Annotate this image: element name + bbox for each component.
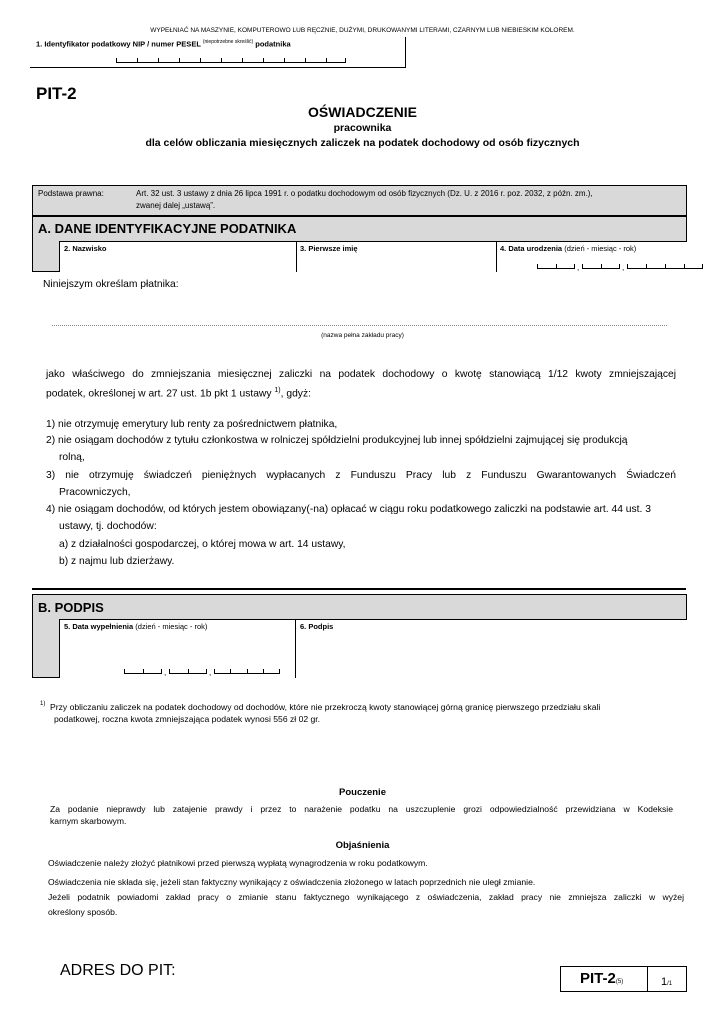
- section-a: [32, 216, 687, 272]
- identifier-label: 1. Identyfikator podatkowy NIP / numer PESEL $^{(niepotrzebne skreślić)}$ podatnika: [36, 39, 291, 49]
- address-label: ADRES DO PIT:: [60, 962, 176, 979]
- objasnienia-p2: Oświadczenia nie składa się, jeżeli stan faktyczny wynikający z oświadczenia złożonego w latach poprzednich nie uległ zmianie.: [48, 877, 536, 887]
- condition-3-line-1: 3) nie otrzymuję świadczeń pieniężnych wypłacanych z Funduszu Pracy lub z Funduszu Gwarantowanych Świadczeń: [46, 470, 676, 481]
- identifier-input[interactable]: [116, 57, 346, 63]
- condition-2-line-2: rolną,: [59, 452, 85, 463]
- condition-3-line-2: Pracowniczych,: [59, 487, 131, 498]
- section-a-title: A. DANE IDENTYFIKACYJNE PODATNIKA: [38, 221, 297, 236]
- employer-name-input[interactable]: [52, 325, 667, 326]
- signature-label: 6. Podpis: [300, 622, 334, 631]
- identifier-box: [30, 37, 406, 68]
- footnote-line-1: Przy obliczaniu zaliczek na podatek dochodowy od dochodów, które nie przekroczą kwoty stanowiącej górną granicę pierwszego przedziału skali: [50, 702, 601, 712]
- birth-date-label: 4. Data urodzenia (dzień - miesiąc - rok): [500, 244, 637, 253]
- first-name-field[interactable]: [297, 242, 497, 272]
- pouczenie-line-1: Za podanie nieprawdy lub zatajenie prawdy i przez to narażenie podatku na uszczuplenie grozi odpowiedzialność przewidziana w Kodeksie: [50, 804, 673, 814]
- objasnienia-p3-line-2: określony sposób.: [48, 907, 118, 917]
- objasnienia-title: Objaśnienia: [335, 840, 390, 851]
- signature-field[interactable]: [296, 620, 687, 678]
- section-b-title: B. PODPIS: [38, 600, 104, 615]
- subtitle-employee: pracownika: [333, 122, 392, 134]
- pouczenie-line-2: karnym skarbowym.: [50, 816, 127, 826]
- condition-4b: b) z najmu lub dzierżawy.: [59, 556, 175, 567]
- first-name-label: 3. Pierwsze imię: [300, 244, 358, 253]
- birth-date-field[interactable]: 4. Data urodzenia (dzień - miesiąc - rok) , ,: [497, 242, 687, 272]
- footer-form-code: PIT-2(5): [580, 970, 624, 987]
- condition-2-line-1: 2) nie osiągam dochodów z tytułu członkostwa w rolniczej spółdzielni produkcyjnej lub innej spółdzielni zajmującej się produkcją: [46, 435, 628, 446]
- condition-4-line-1: 4) nie osiągam dochodów, od których jestem obowiązany(-na) opłacać w ciągu roku podatkowego zaliczki na podstawie art. 44 ust. 3: [46, 504, 651, 515]
- section-b-fields: [59, 619, 687, 678]
- employer-intro: Niniejszym określam płatnika:: [43, 279, 179, 290]
- surname-label: 2. Nazwisko: [64, 244, 107, 253]
- fill-year-input[interactable]: [214, 668, 280, 674]
- employer-caption: (nazwa pełna zakładu pracy): [321, 332, 404, 339]
- legal-basis-label: Podstawa prawna:: [38, 189, 104, 198]
- birth-year-input[interactable]: [627, 263, 703, 269]
- legal-basis-text-1: Art. 32 ust. 3 ustawy z dnia 26 lipca 1991 r. o podatku dochodowym od osób fizycznych (Dz. U. z 2016 r. poz. 2032, z późn. zm.),: [136, 189, 593, 198]
- statement-line-2: podatek, określonej w art. 27 ust. 1b pkt 1 ustawy $^{1)}$, gdyż:: [46, 387, 311, 400]
- statement-line-1: jako właściwego do zmniejszania miesięcznej zaliczki na podatek dochodowy o kwotę stanowiącą 1/12 kwoty zmniejszającej: [46, 369, 676, 380]
- fill-month-input[interactable]: [169, 668, 207, 674]
- fill-date-label: 5. Data wypełnienia (dzień - miesiąc - rok): [64, 622, 208, 631]
- form-code: PIT-2: [36, 84, 77, 103]
- objasnienia-p3-line-1: Jeżeli podatnik powiadomi zakład pracy o zmianie stanu faktycznego wynikającego z oświadczenia, zakład pracy nie zmniejsza zaliczki w wyżej: [48, 892, 684, 902]
- footnote-marker: 1): [40, 701, 46, 707]
- page-title: OŚWIADCZENIE: [308, 104, 417, 120]
- condition-4a: a) z działalności gospodarczej, o której mowa w art. 14 ustawy,: [59, 539, 346, 550]
- condition-1: 1) nie otrzymuję emerytury lub renty za pośrednictwem płatnika,: [46, 419, 338, 430]
- legal-basis-text-2: zwanej dalej „ustawą”.: [136, 201, 216, 210]
- condition-4-line-2: ustawy, tj. dochodów:: [59, 521, 157, 532]
- birth-day-input[interactable]: [537, 263, 575, 269]
- objasnienia-p1: Oświadczenie należy złożyć płatnikowi przed pierwszą wypłatą wynagrodzenia w roku podatkowym.: [48, 858, 428, 868]
- pouczenie-title: Pouczenie: [339, 787, 386, 798]
- section-b: [32, 594, 687, 678]
- legal-basis-box: [32, 185, 687, 216]
- header-instruction: WYPEŁNIAĆ NA MASZYNIE, KOMPUTEROWO LUB RĘCZNIE, DUŻYMI, DRUKOWANYMI LITERAMI, CZARNYM LUB NIEBIESKIM KOLOREM.: [150, 27, 575, 34]
- section-a-fields: [59, 241, 687, 272]
- surname-field[interactable]: [60, 242, 297, 272]
- subtitle-purpose: dla celów obliczania miesięcznych zaliczek na podatek dochodowy od osób fizycznych: [145, 137, 580, 149]
- fill-date-field[interactable]: 5. Data wypełnienia (dzień - miesiąc - rok) , ,: [60, 620, 296, 678]
- birth-month-input[interactable]: [582, 263, 620, 269]
- footer-code-box: [560, 966, 687, 992]
- footnote-line-2: podatkowej, roczna kwota zmniejszająca podatek wynosi 556 zł 02 gr.: [54, 714, 321, 724]
- footer-page-number: 1/1: [661, 976, 673, 988]
- fill-day-input[interactable]: [124, 668, 162, 674]
